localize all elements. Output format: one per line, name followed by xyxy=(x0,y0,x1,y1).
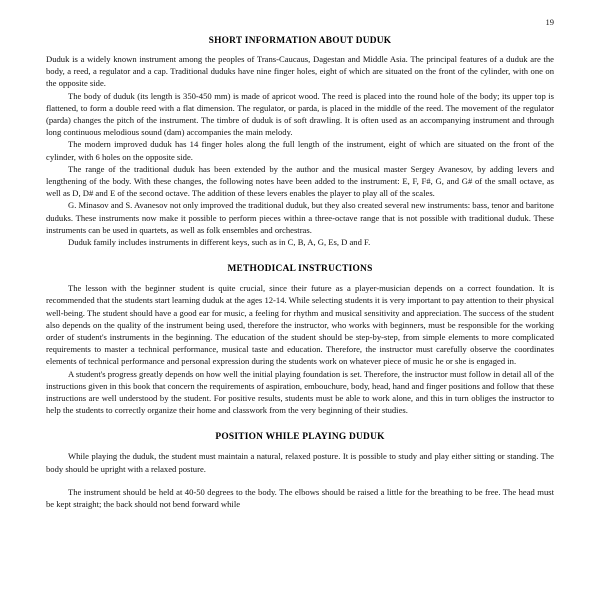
paragraph: Duduk is a widely known instrument among the peoples of Trans-Caucaus, Dagestan and Middle Asia. The principal features of a duduk are the body, a reed, a regulator and a cap. Traditional duduks have nine finger holes, eight of which are situated on the front of the cylinder, with one on the opposite side. xyxy=(46,54,554,89)
paragraph: While playing the duduk, the student must maintain a natural, relaxed posture. It is possible to study and play either sitting or standing. The body should be upright with a relaxed posture. xyxy=(46,451,554,474)
section-heading-position-while-playing: POSITION WHILE PLAYING DUDUK xyxy=(215,432,385,443)
paragraph: The range of the traditional duduk has been extended by the author and the musical master Sergey Avanesov, by adding levers and lengthening of the body. With these changes, the following notes have been added to the instrument: E, F, F#, G, and G# of the small octave, as well as D, D# and E of the second octave. The addition of these levers enables the player to play all of the scales. xyxy=(46,163,554,199)
page-number: 19 xyxy=(545,17,554,27)
paragraph: A student's progress greatly depends on how well the initial playing foundation is set. Therefore, the instructor must follow in detail all of the instructions given in this book that concern the requirements of aspiration, embouchure, body, head, hand and finger positions and follow that these instructions are well understood by the student. For positive results, students must be able to work alone, and this in turn obliges the instructor to help the students to correctly organize their home and classwork from the very beginning of their studies. xyxy=(46,368,554,416)
paragraph: The modern improved duduk has 14 finger holes along the full length of the instrument, eight of which are situated on the front of the cylinder, with 6 holes on the opposite side. xyxy=(46,139,554,162)
section-heading-short-information: SHORT INFORMATION ABOUT DUDUK xyxy=(208,36,392,46)
paragraph: The instrument should be held at 40-50 degrees to the body. The elbows should be raised a little for the breathing to be free. The head must be kept straight; the back should not bend forward while xyxy=(46,486,554,510)
paragraph: G. Minasov and S. Avanesov not only improved the traditional duduk, but they also created several new instruments: bass, tenor and baritone duduks. These instruments now make it possible to perform pieces within a three-octave range that is not possible with traditional duduk. These instruments can be used in quartets, as well as folk ensembles and orchestras. xyxy=(46,200,554,235)
section-heading-methodical-instructions: METHODICAL INSTRUCTIONS xyxy=(227,264,373,275)
paragraph: The lesson with the beginner student is quite crucial, since their future as a player-musician depends on a correct foundation. It is recommended that the students start learning duduk at the ages 12-14. While selecting students it is very important to pay attention to their physical well-being. The student should have a good ear for music, a feeling for rhythm and musical sensitivity and appreciation. The success of the student also depends on the quality of the instrument being used, therefore the instructor, who works with beginners, must be responsible for the working order of student's instruments in the beginning. The education of the student should be step-by-step, from simple elements to more complicated requirements to master a technical performance, musical taste and education. Therefore, the instructor must carefully observe the coordinates elements of technical performance and personal expression during the students work on whatever piece of music he or she is engaged in. xyxy=(46,283,554,367)
paragraph: The body of duduk (its length is 350-450 mm) is made of apricot wood. The reed is placed into the round hole of the body; its upper top is flattened, to form a double reed with a flat dimension. The regulator, or parda, is placed in the middle of the reed. The movement of the regulator (parda) changes the pitch of the instrument. The timbre of duduk is of soft drawling. It is often used as an accompanying instrument and through long continuous melodious sound (dam) accompanies the main melody. xyxy=(46,90,554,138)
paragraph-spacer xyxy=(46,475,554,486)
paragraph: Duduk family includes instruments in different keys, such as in C, B, A, G, Es, D and F. xyxy=(68,237,371,248)
document-body xyxy=(46,36,554,510)
